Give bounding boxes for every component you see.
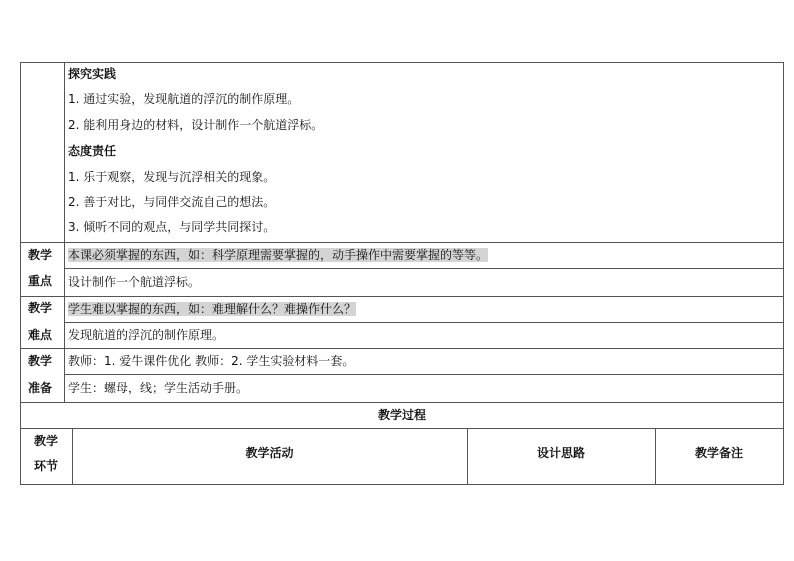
- process-col-activity: 教学活动: [245, 446, 294, 460]
- practice-heading: 探究实践: [68, 67, 117, 81]
- practice-item-2: 2. 能利用身边的材料，设计制作一个航道浮标。: [68, 118, 324, 132]
- row-divider-difficulties-top: [20, 296, 784, 297]
- preparation-teacher: 教师：1. 爱牛课件优化 教师：2. 学生实验材料一套。: [68, 354, 355, 368]
- key-points-label-line1: 教学: [27, 248, 52, 262]
- process-col-stage-line2: 环节: [33, 459, 58, 473]
- process-col-design: 设计思路: [536, 446, 585, 460]
- difficulties-content: 发现航道的浮沉的制作原理。: [68, 328, 225, 342]
- process-col-stage-line1: 教学: [33, 434, 58, 448]
- preparation-label-line1: 教学: [27, 354, 52, 368]
- table-border-bottom: [20, 484, 784, 485]
- process-col-notes: 教学备注: [694, 446, 743, 460]
- row-divider-process-header-top: [20, 428, 784, 429]
- row-divider-difficulties-mid: [64, 322, 784, 323]
- key-points-label-line2: 重点: [27, 274, 52, 288]
- row-divider-process-title-top: [20, 402, 784, 403]
- table-border-top: [20, 62, 784, 63]
- attitude-item-1: 1. 乐于观察，发现与沉浮相关的现象。: [68, 170, 276, 184]
- row-divider-preparation-top: [20, 348, 784, 349]
- label-column-divider: [64, 62, 65, 403]
- preparation-student: 学生：螺母，线；学生活动手册。: [68, 381, 249, 395]
- difficulties-label-line2: 难点: [27, 328, 52, 342]
- process-title: 教学过程: [377, 408, 426, 422]
- attitude-heading: 态度责任: [68, 144, 117, 158]
- key-points-hint: 本课必须掌握的东西，如：科学原理需要掌握的，动手操作中需要掌握的等等。: [68, 248, 489, 262]
- practice-item-1: 1. 通过实验，发现航道的浮沉的制作原理。: [68, 92, 300, 106]
- difficulties-label-line1: 教学: [27, 301, 52, 315]
- key-points-content: 设计制作一个航道浮标。: [68, 275, 201, 289]
- row-divider-preparation-mid: [64, 374, 784, 375]
- attitude-item-2: 2. 善于对比，与同伴交流自己的想法。: [68, 195, 276, 209]
- row-divider-key-points-top: [20, 242, 784, 243]
- difficulties-hint: 学生难以掌握的东西，如：难理解什么？难操作什么？: [68, 302, 357, 316]
- attitude-item-3: 3. 倾听不同的观点，与同学共同探讨。: [68, 220, 276, 234]
- row-divider-key-points-mid: [64, 268, 784, 269]
- preparation-label-line2: 准备: [27, 381, 52, 395]
